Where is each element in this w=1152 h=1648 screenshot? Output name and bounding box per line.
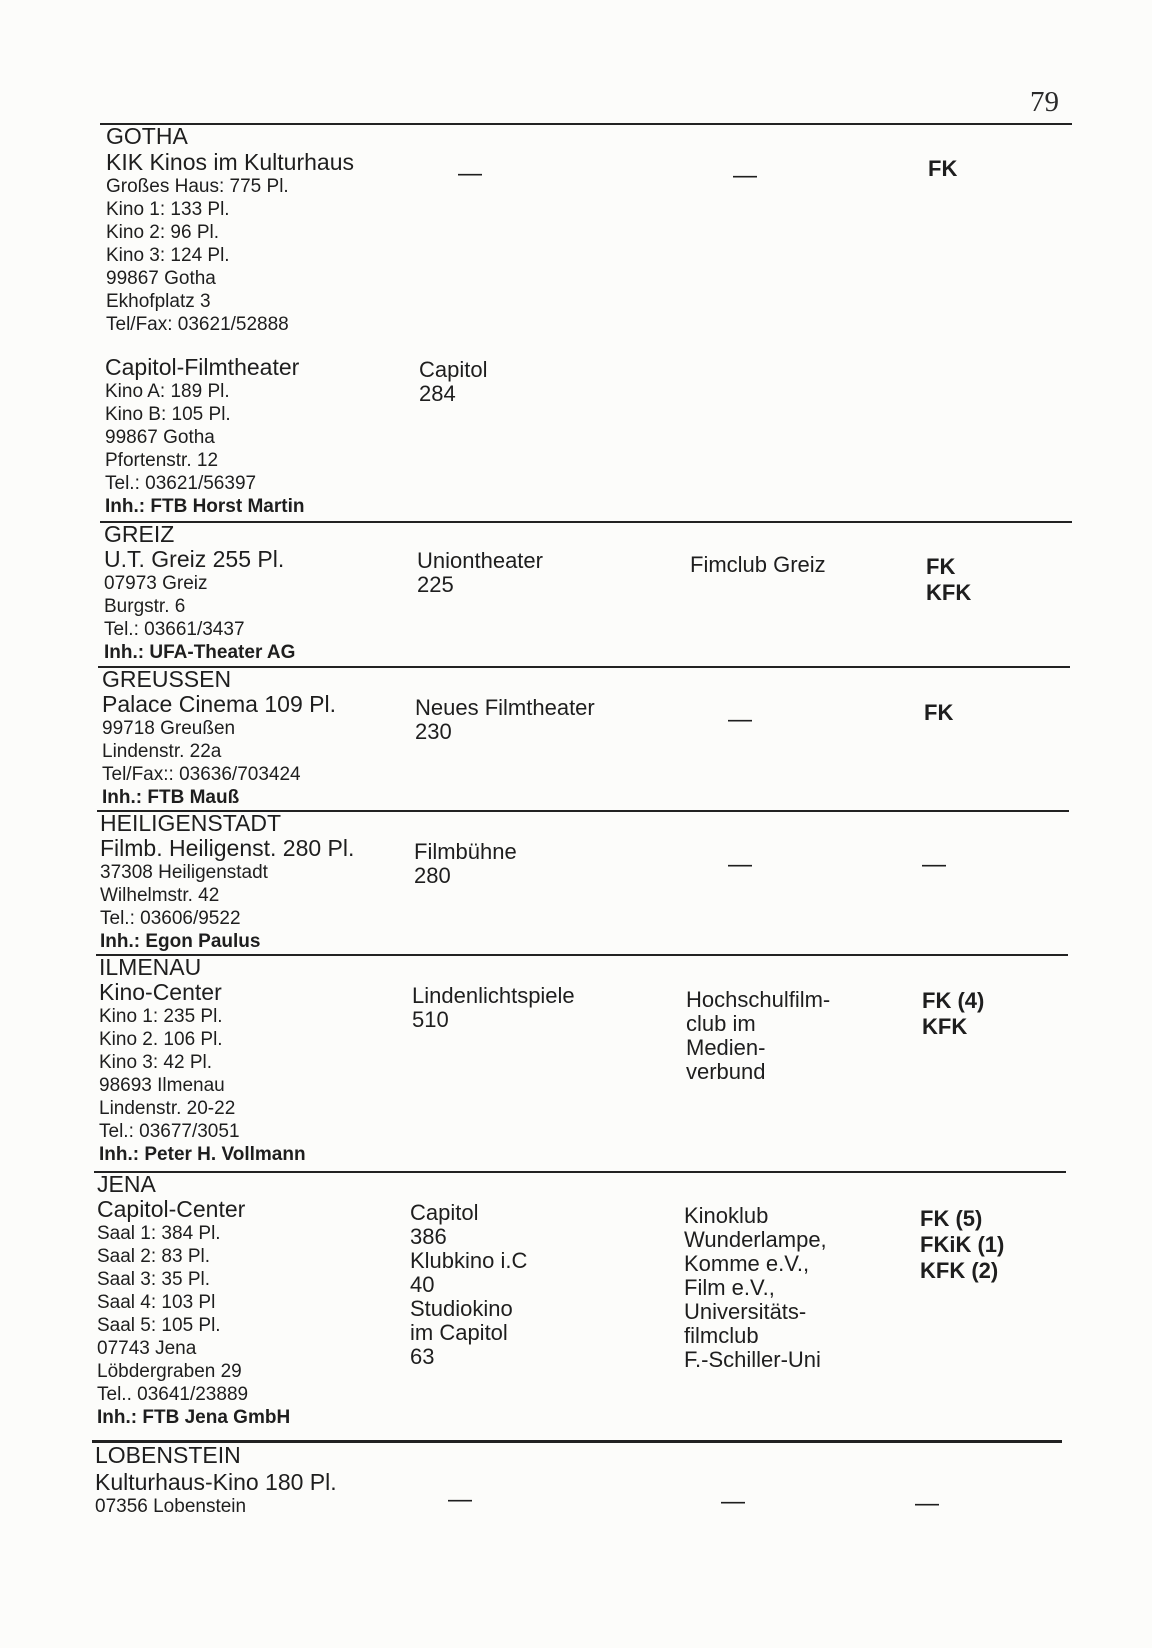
cinema-entry — [104, 547, 295, 664]
dash-col4: — — [922, 851, 946, 878]
cinema-name: Palace Cinema 109 Pl. — [102, 691, 336, 717]
col4 — [922, 988, 984, 1040]
col2 — [414, 840, 517, 888]
rule-top — [100, 123, 1072, 125]
col2-capitol — [419, 358, 487, 406]
cinema-detail: Saal 4: 103 Pl — [97, 1292, 216, 1313]
col4 — [924, 700, 953, 726]
city-heading: GREIZ — [104, 521, 175, 547]
cinema-detail: 99867 Gotha — [105, 427, 215, 448]
cinema-detail: Saal 1: 384 Pl. — [97, 1223, 221, 1244]
cinema-entry-capitol — [105, 355, 304, 518]
cinema-detail: Saal 2: 83 Pl. — [97, 1246, 211, 1267]
cinema-name: U.T. Greiz 255 Pl. — [104, 546, 285, 572]
col4-kik — [928, 156, 957, 182]
program-code: FK (5) — [920, 1206, 983, 1231]
owner: Inh.: Egon Paulus — [100, 931, 261, 952]
city-heading: LOBENSTEIN — [95, 1442, 241, 1468]
cinema-detail: Tel.: 03621/56397 — [105, 473, 257, 494]
cinema-detail: 98693 Ilmenau — [99, 1075, 225, 1096]
owner: Inh.: FTB Mauß — [102, 787, 240, 808]
dash-col4: — — [915, 1490, 939, 1517]
cinema-entry — [99, 980, 306, 1166]
venue-seats: 40 — [410, 1272, 435, 1297]
cinema-name: Kino-Center — [99, 979, 222, 1005]
dash-col3: — — [733, 162, 757, 189]
cinema-detail: Wilhelmstr. 42 — [100, 885, 220, 906]
city-heading: HEILIGENSTADT — [100, 810, 282, 836]
dash-col3: — — [728, 851, 752, 878]
venue-name: Capitol — [419, 357, 488, 382]
film-club: Kinoklub — [684, 1203, 769, 1228]
film-club: Komme e.V., — [684, 1251, 810, 1276]
cinema-detail: Tel.. 03641/23889 — [97, 1384, 249, 1405]
cinema-name: Filmb. Heiligenst. 280 Pl. — [100, 835, 355, 861]
city-heading: ILMENAU — [99, 954, 202, 980]
cinema-entry — [95, 1470, 337, 1518]
cinema-detail: Lindenstr. 20-22 — [99, 1098, 236, 1119]
dash-col3: — — [728, 706, 752, 733]
cinema-detail: 99867 Gotha — [106, 268, 216, 289]
cinema-detail: Burgstr. 6 — [104, 596, 186, 617]
city-heading: GREUSSEN — [102, 666, 232, 692]
program-code: FK — [928, 156, 958, 181]
owner: Inh.: UFA-Theater AG — [104, 642, 296, 663]
cinema-detail: Kino 2. 106 Pl. — [99, 1029, 223, 1050]
cinema-detail: 99718 Greußen — [102, 718, 236, 739]
col2 — [410, 1201, 527, 1369]
venue-name: Lindenlichtspiele — [412, 983, 575, 1008]
cinema-detail: Kino 3: 42 Pl. — [99, 1052, 213, 1073]
venue-seats: 510 — [412, 1007, 449, 1032]
owner: Inh.: FTB Jena GmbH — [97, 1407, 291, 1428]
cinema-entry — [102, 692, 336, 809]
film-club: Wunderlampe, — [684, 1227, 827, 1252]
film-club: F.-Schiller-Uni — [684, 1347, 821, 1372]
col2 — [412, 984, 575, 1032]
cinema-detail: Saal 5: 105 Pl. — [97, 1315, 221, 1336]
cinema-detail: Tel/Fax: 03621/52888 — [106, 314, 289, 335]
venue-seats: 280 — [414, 863, 451, 888]
venue-name: Klubkino i.C — [410, 1248, 528, 1273]
film-club: club im — [686, 1011, 756, 1036]
cinema-name: Capitol-Filmtheater — [105, 354, 300, 380]
dash-col2: — — [458, 160, 482, 187]
col2 — [415, 696, 595, 744]
cinema-detail: Kino 1: 235 Pl. — [99, 1006, 223, 1027]
program-code: FK — [926, 554, 956, 579]
venue-seats: 386 — [410, 1224, 447, 1249]
film-club: Fimclub Greiz — [690, 552, 826, 577]
program-code: KFK — [922, 1014, 968, 1039]
cinema-entry — [100, 836, 354, 953]
venue-name: im Capitol — [410, 1320, 508, 1345]
film-club: Medien- — [686, 1035, 766, 1060]
venue-seats: 63 — [410, 1344, 435, 1369]
cinema-detail: Tel.: 03661/3437 — [104, 619, 245, 640]
rule-ilmenau — [96, 954, 1068, 956]
film-club: verbund — [686, 1059, 766, 1084]
cinema-detail: Tel.: 03677/3051 — [99, 1121, 240, 1142]
cinema-detail: 07743 Jena — [97, 1338, 197, 1359]
cinema-detail: 37308 Heiligenstadt — [100, 862, 268, 883]
rule-greiz — [100, 521, 1072, 523]
film-club: Film e.V., — [684, 1275, 775, 1300]
dash-col2: — — [448, 1486, 472, 1513]
rule-greussen — [98, 666, 1070, 668]
program-code: FK (4) — [922, 988, 985, 1013]
cinema-detail: 07973 Greiz — [104, 573, 208, 594]
dash-col3: — — [721, 1488, 745, 1515]
cinema-entry — [97, 1197, 290, 1429]
col3 — [690, 553, 826, 577]
venue-name: Capitol — [410, 1200, 479, 1225]
owner: Inh.: Peter H. Vollmann — [99, 1144, 306, 1165]
cinema-detail: Saal 3: 35 Pl. — [97, 1269, 211, 1290]
cinema-detail: Kino 2: 96 Pl. — [106, 222, 220, 243]
cinema-detail: Kino B: 105 Pl. — [105, 404, 231, 425]
cinema-name: Kulturhaus-Kino 180 Pl. — [95, 1469, 337, 1495]
venue-name: Uniontheater — [417, 548, 543, 573]
program-code: KFK (2) — [920, 1258, 999, 1283]
venue-seats: 225 — [417, 572, 454, 597]
col3 — [686, 988, 830, 1084]
cinema-detail: 07356 Lobenstein — [95, 1496, 247, 1517]
owner: Inh.: FTB Horst Martin — [105, 496, 305, 517]
cinema-detail: Lindenstr. 22a — [102, 741, 222, 762]
cinema-detail: Tel.: 03606/9522 — [100, 908, 241, 929]
film-club: filmclub — [684, 1323, 759, 1348]
cinema-detail: Löbdergraben 29 — [97, 1361, 242, 1382]
cinema-detail: Kino A: 189 Pl. — [105, 381, 230, 402]
program-code: FKiK (1) — [920, 1232, 1005, 1257]
col3 — [684, 1204, 827, 1372]
col4 — [920, 1206, 1004, 1284]
program-code: KFK — [926, 580, 972, 605]
film-club: Universitäts- — [684, 1299, 807, 1324]
cinema-name: KIK Kinos im Kulturhaus — [106, 149, 355, 175]
col4 — [926, 554, 971, 606]
city-heading: GOTHA — [106, 123, 188, 149]
cinema-entry-kik — [106, 150, 354, 336]
program-code: FK — [924, 700, 954, 725]
col2 — [417, 549, 543, 597]
page-number: 79 — [1030, 86, 1059, 118]
cinema-detail: Kino 3: 124 Pl. — [106, 245, 230, 266]
venue-seats: 230 — [415, 719, 452, 744]
cinema-detail: Tel/Fax:: 03636/703424 — [102, 764, 301, 785]
rule-jena — [94, 1171, 1066, 1173]
venue-name: Studiokino — [410, 1296, 513, 1321]
cinema-detail: Ekhofplatz 3 — [106, 291, 211, 312]
venue-name: Filmbühne — [414, 839, 517, 864]
cinema-detail: Pfortenstr. 12 — [105, 450, 219, 471]
venue-seats: 284 — [419, 381, 456, 406]
cinema-detail: Kino 1: 133 Pl. — [106, 199, 230, 220]
film-club: Hochschulfilm- — [686, 987, 831, 1012]
cinema-name: Capitol-Center — [97, 1196, 246, 1222]
cinema-detail: Großes Haus: 775 Pl. — [106, 176, 289, 197]
venue-name: Neues Filmtheater — [415, 695, 595, 720]
city-heading: JENA — [97, 1171, 156, 1197]
